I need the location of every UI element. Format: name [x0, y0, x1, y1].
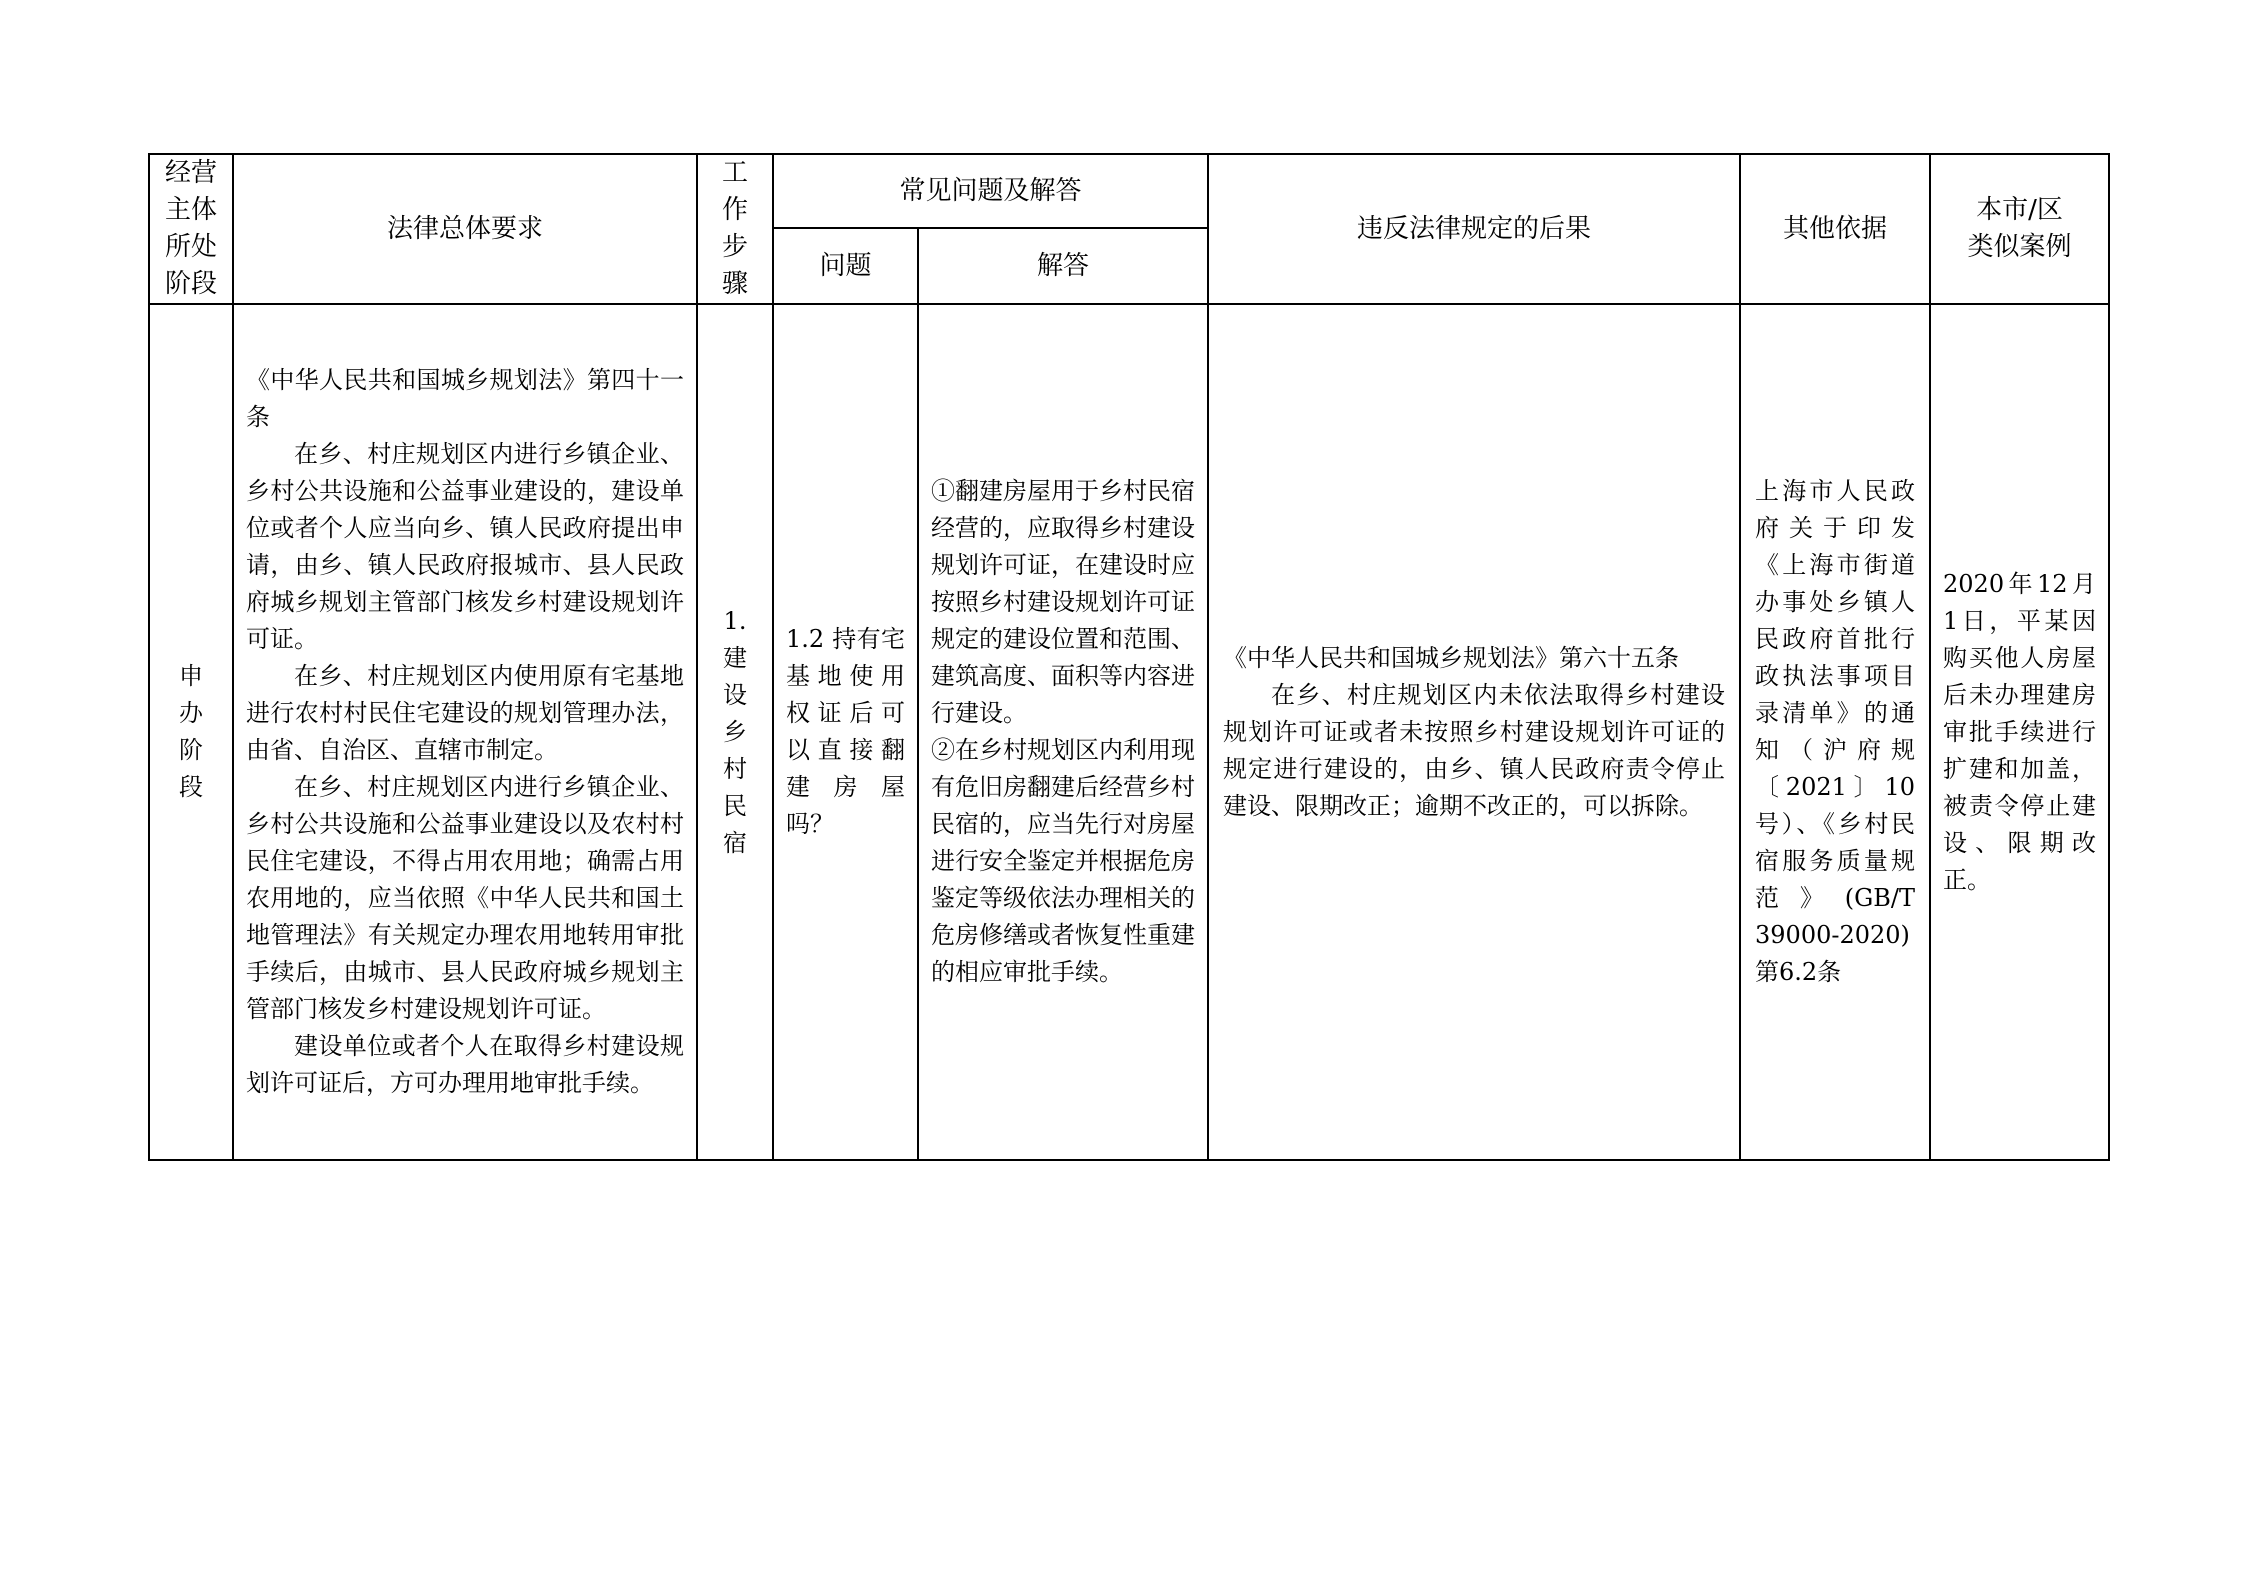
cell-consequence — [1208, 304, 1740, 1160]
header-step: 工作步骤 — [697, 154, 773, 304]
answer-item: ②在乡村规划区内利用现有危旧房翻建后经营乡村民宿的，应当先行对房屋进行安全鉴定并根据危房鉴定等级依法办理相关的危房修缮或者恢复性重建的相应审批手续。 — [931, 736, 1196, 986]
consequence-text: 在乡、村庄规划区内未依法取得乡村建设规划许可证或者未按照乡村建设规划许可证的规定进行建设的，由乡、镇人民政府责令停止建设、限期改正；逾期不改正的，可以拆除。 — [1223, 680, 1726, 820]
header-law: 法律总体要求 — [233, 154, 697, 304]
law-paragraph: 在乡、村庄规划区内使用原有宅基地进行农村村民住宅建设的规划管理办法，由省、自治区、直辖市制定。 — [246, 662, 684, 764]
cell-answer — [918, 304, 1208, 1160]
header-cases: 本市/区类似案例 — [1930, 154, 2109, 304]
answer-item: ①翻建房屋用于乡村民宿经营的，应取得乡村建设规划许可证，在建设时应按照乡村建设规划许可证规定的建设位置和范围、建筑高度、面积等内容进行建设。 — [931, 477, 1196, 727]
cell-cases: 2020年12月1日，平某因购买他人房屋后未办理建房审批手续进行扩建和加盖，被责令停止建设、限期改正。 — [1930, 304, 2109, 1160]
header-answer: 解答 — [918, 228, 1208, 304]
cell-question: 1.2 持有宅基地使用权证后可以直接翻建房屋吗？ — [773, 304, 918, 1160]
cell-law — [233, 304, 697, 1160]
law-paragraph: 建设单位或者个人在取得乡村建设规划许可证后，方可办理用地审批手续。 — [246, 1032, 684, 1097]
header-faq: 常见问题及解答 — [773, 154, 1208, 228]
header-question: 问题 — [773, 228, 918, 304]
regulation-table — [148, 153, 2110, 1161]
cell-stage: 申办阶段 — [149, 304, 233, 1160]
header-other-basis: 其他依据 — [1740, 154, 1930, 304]
table-row — [149, 304, 2109, 1160]
law-paragraph: 在乡、村庄规划区内进行乡镇企业、乡村公共设施和公益事业建设以及农村村民住宅建设，不得占用农用地；确需占用农用地的，应当依照《中华人民共和国土地管理法》有关规定办理农用地转用审批手续后，由城市、县人民政府城乡规划主管部门核发乡村建设规划许可证。 — [246, 773, 684, 1023]
law-title: 《中华人民共和国城乡规划法》第四十一条 — [246, 366, 684, 431]
cell-step — [697, 304, 773, 1160]
step-number: 1. — [723, 606, 747, 635]
step-text: 建设乡村民宿 — [723, 643, 747, 857]
law-paragraph: 在乡、村庄规划区内进行乡镇企业、乡村公共设施和公益事业建设的，建设单位或者个人应当向乡、镇人民政府提出申请，由乡、镇人民政府报城市、县人民政府城乡规划主管部门核发乡村建设规划许可证。 — [246, 440, 684, 653]
header-stage: 经营主体所处阶段 — [149, 154, 233, 304]
cell-other-basis: 上海市人民政府关于印发《上海市街道办事处乡镇人民政府首批行政执法事项目录清单》的通知（沪府规〔2021〕10号）、《乡村民宿服务质量规范》(GB/T 39000-2020) 第6.2条 — [1740, 304, 1930, 1160]
consequence-title: 《中华人民共和国城乡规划法》第六十五条 — [1223, 643, 1680, 672]
header-consequence: 违反法律规定的后果 — [1208, 154, 1740, 304]
